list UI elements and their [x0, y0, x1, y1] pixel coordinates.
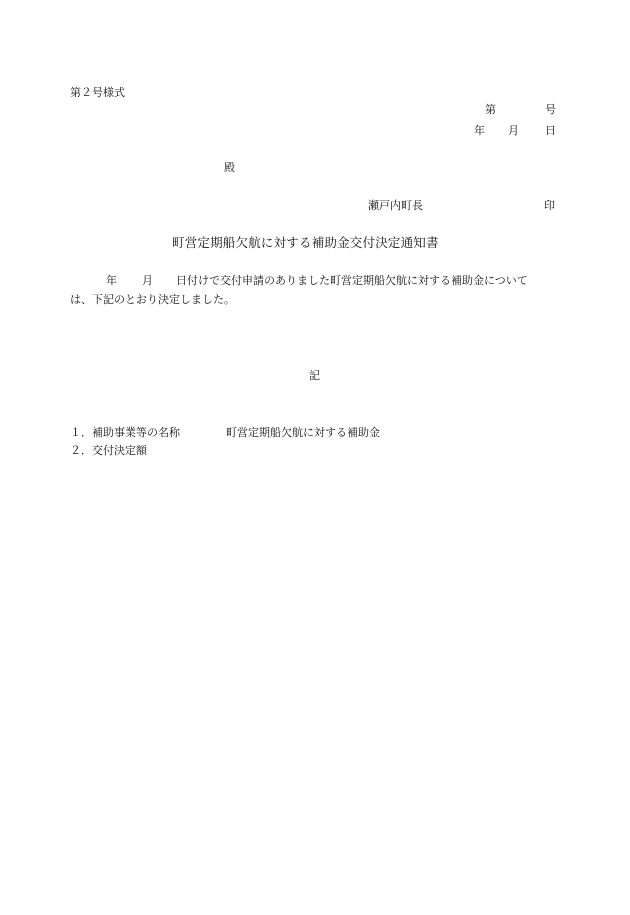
body-text-line1: 日付けで交付申請のありました町営定期船欠航に対する補助金について [176, 274, 528, 287]
date-day: 日 [545, 124, 556, 137]
body-text-line2: は、下記のとおり決定しました。 [70, 293, 235, 306]
body-year: 年 [106, 274, 117, 287]
form-number: 第２号様式 [70, 86, 125, 99]
item-value: 町営定期船欠航に対する補助金 [226, 426, 380, 439]
number-suffix: 号 [545, 103, 556, 116]
item-label: ２．交付決定額 [70, 444, 147, 457]
seal-mark: 印 [544, 199, 555, 212]
body-month: 月 [142, 274, 153, 287]
ki-heading: 記 [309, 369, 320, 382]
item-label: １．補助事業等の名称 [70, 426, 180, 439]
document-title: 町営定期船欠航に対する補助金交付決定通知書 [172, 235, 439, 250]
number-prefix: 第 [485, 103, 496, 116]
date-month: 月 [508, 124, 519, 137]
addressee-suffix: 殿 [224, 161, 235, 174]
issuer-title: 瀬戸内町長 [368, 199, 423, 212]
date-year: 年 [474, 124, 485, 137]
